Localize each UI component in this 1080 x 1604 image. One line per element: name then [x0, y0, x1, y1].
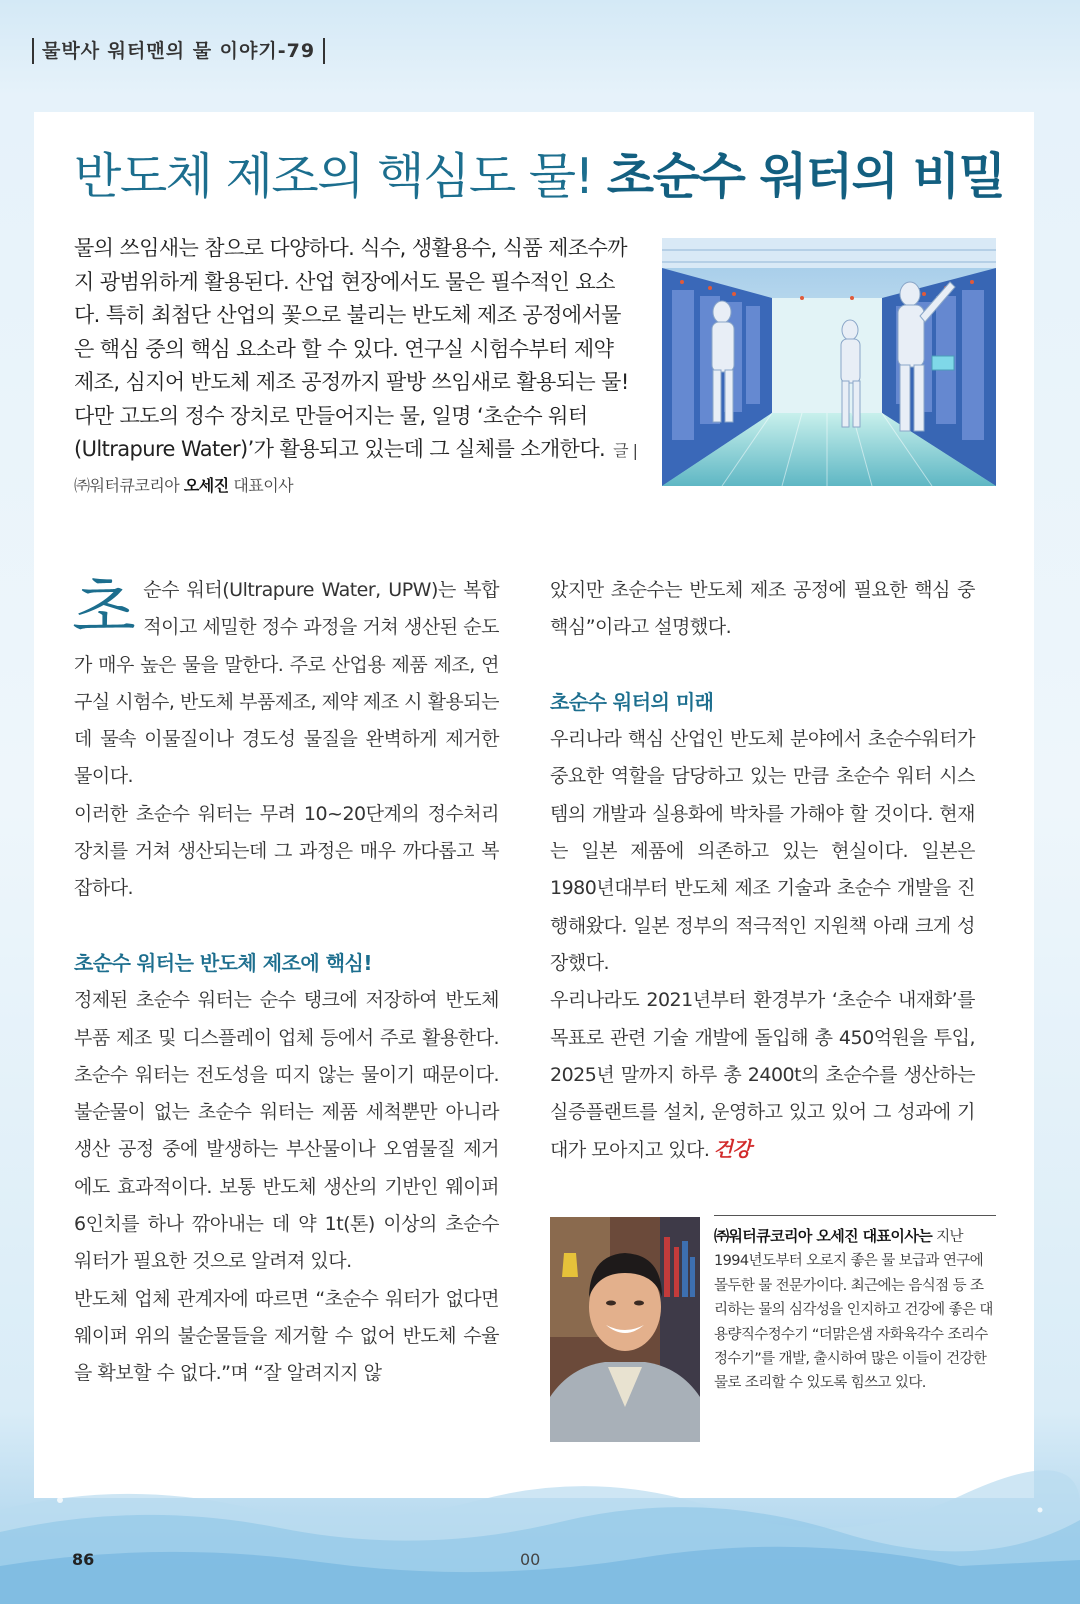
- page-number: 86: [72, 1550, 95, 1569]
- cleanroom-illustration-svg: [662, 238, 996, 486]
- article-column-left: [74, 572, 499, 1393]
- body-text: 우리나라도 2021년부터 환경부가 ‘초순수 내재화’를 목표로 관련 기술 개발에 돌입해 총 450억원을 투입, 2025년 말까지 하루 총 2400t의 초순수를 생산하는 실증플랜트를 설치, 운영하고 있고 있어 그 성과에 기대가 모아지고 있다.: [550, 989, 975, 1162]
- footer-center-mark: 00: [520, 1550, 541, 1569]
- body-paragraph: 았지만 초순수는 반도체 제조 공정에 필요한 핵심 중 핵심”이라고 설명했다.: [550, 579, 975, 639]
- body-text: 순수 워터(Ultrapure Water, UPW)는 복합적이고 세밀한 정수 과정을 거쳐 생산된 순도가 매우 높은 물을 말한다. 주로 산업용 제품 제조, 연구실 시험수, 반도체 부품제조, 제약 제조 시 활용되는데 물속 이물질이나 경도성 물질을 완벽하게 제거한 물이다.: [74, 579, 499, 788]
- series-label: 물박사 워터맨의 물 이야기-79: [32, 38, 325, 64]
- headline-bold: 초순수 워터의 비밀: [606, 148, 1005, 205]
- author-photo: [550, 1217, 700, 1442]
- headline-normal: 반도체 제조의 핵심도 물!: [74, 148, 593, 205]
- body-paragraph: 우리나라 핵심 산업인 반도체 분야에서 초순수워터가 중요한 역할을 담당하고 있는 만큼 초순수 워터 시스템의 개발과 실용화에 박차를 가해야 할 것이다. 현재는 일본 제품에 의존하고 있는 현실이다. 일본은 1980년대부터 반도체 제조 기술과 초순수 개발을 진행해왔다. 일본 정부의 적극적인 지원책 아래 크게 성장했다.: [550, 728, 975, 974]
- byline-prefix: 글 | ㈜워터큐코리아: [74, 441, 638, 495]
- body-paragraph: [74, 572, 499, 796]
- author-portrait-svg: [550, 1217, 700, 1442]
- author-bio-text: 지난 1994년도부터 오로지 좋은 물 보급과 연구에 몰두한 물 전문가이다. 최근에는 음식점 등 조리하는 물의 심각성을 인지하고 건강에 좋은 대용량직수정수기 “더맑은샘 자화육각수 조리수정수기”를 개발, 출시하여 많은 이들이 건강한 물로 조리할 수 있도록 힘쓰고 있다.: [714, 1229, 993, 1392]
- paragraph-spacer: [550, 647, 975, 684]
- lead-paragraph: [74, 232, 639, 502]
- drop-cap: 초: [72, 570, 136, 647]
- body-paragraph: 반도체 업체 관계자에 따르면 “초순수 워터가 없다면 웨이퍼 위의 불순물들을 제거할 수 없어 반도체 수율을 확보할 수 없다.”며 “잘 알려지지 않: [74, 1287, 499, 1385]
- magazine-brand-tag: 건강: [713, 1137, 752, 1162]
- body-paragraph: 이러한 초순수 워터는 무려 10~20단계의 정수처리 장치를 거쳐 생산되는데 그 과정은 매우 까다롭고 복잡하다.: [74, 802, 499, 900]
- lead-text: 물의 쓰임새는 참으로 다양하다. 식수, 생활용수, 식품 제조수까지 광범위하게 활용된다. 산업 현장에서도 물은 필수적인 요소다. 특히 최첨단 산업의 꽃으로 불리는 반도체 제조 공정에서물은 핵심 중의 핵심 요소라 할 수 있다. 연구실 시험수부터 제약 제조, 심지어 반도체 제조 공정까지 팔방 쓰임새로 활용되는 물! 다만 고도의 정수 장치로 만들어지는 물, 일명 ‘초순수 워터(Ultrapure Water)’가 활용되고 있는데 그 실체를 소개한다.: [74, 236, 629, 461]
- article-column-right: [550, 572, 975, 1170]
- section-heading: 초순수 워터의 미래: [550, 689, 714, 714]
- article-card: [34, 112, 1034, 1498]
- water-splash-decoration: [0, 1470, 1080, 1604]
- author-bio-title: ㈜워터큐코리아 오세진 대표이사는: [714, 1227, 933, 1245]
- paragraph-spacer: [74, 908, 499, 945]
- cleanroom-illustration: [662, 238, 996, 486]
- section-heading: 초순수 워터는 반도체 제조에 핵심!: [74, 950, 372, 975]
- byline-name: 오세진: [183, 475, 229, 495]
- body-paragraph: [550, 982, 975, 1169]
- byline-role: 대표이사: [233, 475, 294, 495]
- author-bio: [714, 1215, 996, 1396]
- body-paragraph: 정제된 초순수 워터는 순수 탱크에 저장하여 반도체 부품 제조 및 디스플레이 업체 등에서 주로 활용한다. 초순수 워터는 전도성을 띠지 않는 물이기 때문이다. 불순물이 없는 초순수 워터는 제품 세척뿐만 아니라 생산 공정 중에 발생하는 부산물이나 오염물질 제거에도 효과적이다. 보통 반도체 생산의 기반인 웨이퍼 6인치를 하나 깎아내는 데 약 1t(톤) 이상의 초순수 워터가 필요한 것으로 알려져 있다.: [74, 989, 499, 1273]
- headline: [74, 142, 1005, 212]
